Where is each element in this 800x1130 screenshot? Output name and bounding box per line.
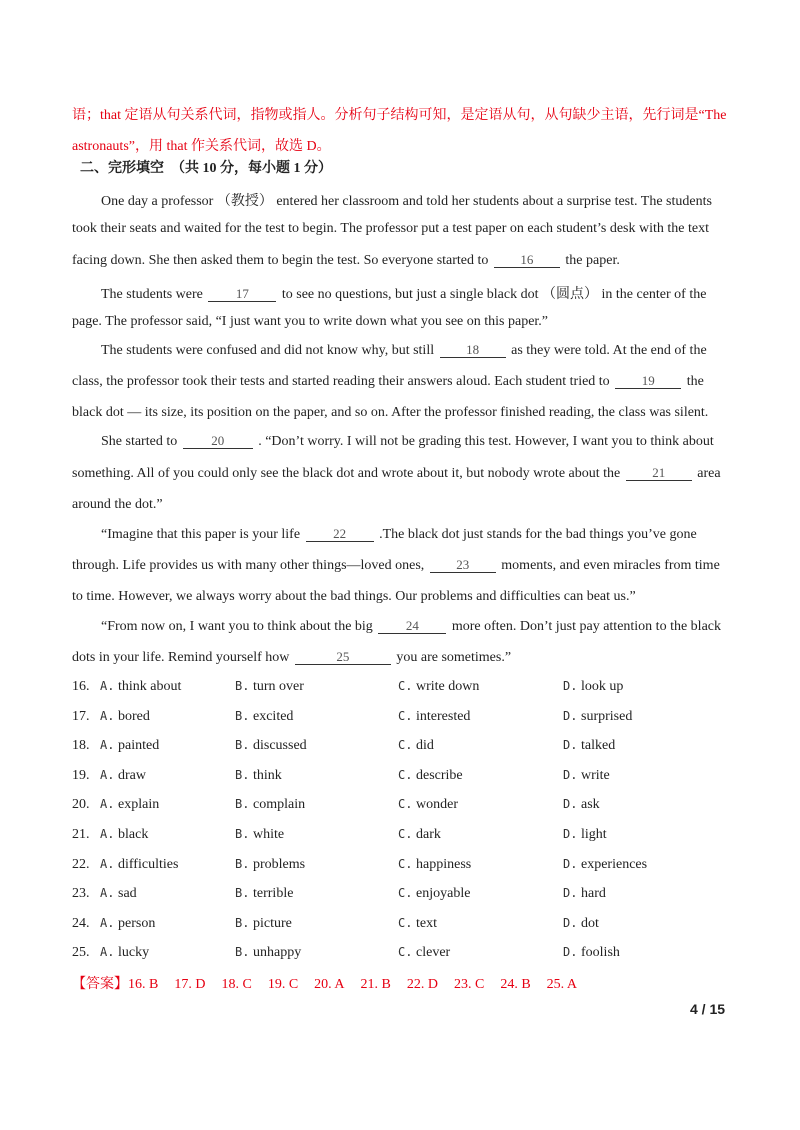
answer-item: 18. C bbox=[221, 977, 252, 992]
option-b bbox=[235, 709, 293, 725]
option-text: lucky bbox=[118, 945, 150, 961]
option-letter: C. bbox=[398, 856, 413, 871]
blank-18: 18 bbox=[440, 343, 506, 358]
answer-item: 16. B bbox=[128, 977, 159, 992]
option-c bbox=[398, 916, 437, 932]
option-text: light bbox=[581, 827, 607, 842]
option-letter: D. bbox=[563, 679, 578, 693]
option-text: clever bbox=[416, 945, 451, 961]
option-letter: C. bbox=[398, 797, 413, 812]
option-text: interested bbox=[416, 708, 471, 724]
option-text: black bbox=[118, 827, 149, 842]
answer-item: 17. D bbox=[174, 977, 206, 992]
question-number: 25. bbox=[72, 945, 90, 961]
answer-item: 25. A bbox=[546, 977, 577, 992]
passage-text: the bbox=[686, 374, 704, 389]
option-letter: D. bbox=[563, 767, 578, 782]
option-b bbox=[235, 827, 284, 843]
option-text: complain bbox=[253, 797, 306, 813]
blank-21: 21 bbox=[626, 466, 692, 481]
question-number: 16. bbox=[72, 679, 90, 694]
option-text: foolish bbox=[581, 945, 620, 961]
answer-label: 【答案】 bbox=[72, 977, 128, 992]
option-letter: A. bbox=[100, 767, 115, 782]
option-text: enjoyable bbox=[416, 886, 471, 902]
passage-line bbox=[72, 253, 620, 269]
answer-explanation bbox=[72, 100, 732, 162]
option-letter: A. bbox=[100, 856, 115, 871]
option-text: white bbox=[253, 827, 285, 842]
passage-text: area bbox=[697, 466, 721, 481]
option-d bbox=[563, 709, 632, 725]
passage-text: to see no questions, but just a single black dot （圆点） in the center of the bbox=[281, 287, 707, 302]
question-number: 24. bbox=[72, 915, 90, 931]
passage-line bbox=[101, 527, 697, 543]
option-letter: C. bbox=[398, 738, 413, 753]
option-letter: A. bbox=[100, 945, 115, 960]
blank-19: 19 bbox=[615, 374, 681, 389]
option-letter: B. bbox=[235, 738, 250, 753]
option-a bbox=[100, 827, 148, 843]
option-letter: B. bbox=[235, 856, 250, 871]
option-letter: B. bbox=[235, 945, 250, 960]
option-a bbox=[100, 679, 181, 695]
question-number: 18. bbox=[72, 738, 90, 754]
passage-text: . “Don’t worry. I will not be grading this test. However, I want you to think about bbox=[258, 434, 714, 449]
option-b bbox=[235, 916, 292, 932]
option-letter: C. bbox=[398, 945, 413, 960]
option-a bbox=[100, 886, 137, 902]
option-d bbox=[563, 797, 600, 813]
option-letter: B. bbox=[235, 767, 250, 782]
question-number: 17. bbox=[72, 708, 90, 724]
option-c bbox=[398, 768, 463, 784]
option-text: excited bbox=[253, 708, 294, 724]
passage-text: something. All of you could only see the black dot and wrote about it, but nobody wrote about the bbox=[72, 466, 621, 481]
passage-text: The students were confused and did not know why, but still bbox=[101, 343, 435, 358]
passage-text: facing down. She then asked them to begin the test. So everyone started to bbox=[72, 253, 489, 268]
option-d bbox=[563, 679, 623, 695]
question-number: 23. bbox=[72, 886, 90, 902]
option-d bbox=[563, 886, 606, 902]
answer-item: 21. B bbox=[360, 977, 391, 992]
blank-25: 25 bbox=[295, 650, 391, 665]
option-a bbox=[100, 916, 155, 932]
passage-text: She started to bbox=[101, 434, 178, 449]
option-b bbox=[235, 886, 293, 902]
blank-16: 16 bbox=[494, 253, 560, 268]
answer-item: 24. B bbox=[500, 977, 531, 992]
passage-line bbox=[72, 650, 511, 666]
passage-line: page. The professor said, “I just want you to write down what you see on this paper.” bbox=[72, 314, 549, 329]
option-letter: D. bbox=[563, 945, 578, 960]
answer-item: 20. A bbox=[314, 977, 345, 992]
page-number: 4 / 15 bbox=[690, 1001, 726, 1017]
question-number: 22. bbox=[72, 856, 90, 872]
option-b bbox=[235, 797, 305, 813]
option-letter: A. bbox=[100, 797, 115, 812]
passage-text: “From now on, I want you to think about the big bbox=[101, 619, 373, 634]
option-a bbox=[100, 797, 159, 813]
option-text: ask bbox=[581, 797, 600, 813]
option-d bbox=[563, 768, 610, 784]
answer-items bbox=[128, 977, 593, 992]
passage-text: moments, and even miracles from time bbox=[501, 558, 720, 573]
explanation-line-1: 语；that 定语从句关系代词，指物或指人。分析句子结构可知，是定语从句，从句缺少主语，先行词是“The bbox=[72, 108, 727, 123]
option-a bbox=[100, 738, 159, 754]
passage-text: through. Life provides us with many other things—loved ones, bbox=[72, 558, 425, 573]
option-a bbox=[100, 768, 146, 784]
option-text: think about bbox=[118, 679, 182, 694]
option-letter: D. bbox=[563, 827, 578, 841]
blank-17: 17 bbox=[208, 287, 276, 302]
passage-line bbox=[72, 558, 720, 574]
option-c bbox=[398, 827, 441, 843]
answer-item: 23. C bbox=[453, 977, 485, 992]
option-c bbox=[398, 857, 471, 873]
passage-line bbox=[72, 374, 704, 390]
option-b bbox=[235, 768, 282, 784]
option-text: dot bbox=[581, 915, 599, 931]
option-letter: C. bbox=[398, 827, 413, 841]
option-text: person bbox=[118, 915, 156, 931]
option-letter: D. bbox=[563, 886, 578, 901]
option-text: write bbox=[581, 767, 610, 783]
option-text: look up bbox=[581, 679, 624, 694]
option-letter: C. bbox=[398, 708, 413, 723]
option-d bbox=[563, 857, 647, 873]
option-text: discussed bbox=[253, 738, 307, 754]
option-letter: A. bbox=[100, 708, 115, 723]
passage-text: .The black dot just stands for the bad things you’ve gone bbox=[379, 527, 697, 542]
passage-line bbox=[101, 283, 706, 303]
passage-text: class, the professor took their tests and started reading their answers aloud. Each student tried to bbox=[72, 374, 610, 389]
option-letter: D. bbox=[563, 708, 578, 723]
option-letter: B. bbox=[235, 915, 250, 930]
option-text: surprised bbox=[581, 708, 633, 724]
option-text: talked bbox=[581, 738, 616, 754]
option-text: picture bbox=[253, 915, 292, 931]
option-text: dark bbox=[416, 827, 441, 842]
blank-22: 22 bbox=[306, 527, 374, 542]
answer-item: 22. D bbox=[406, 977, 438, 992]
passage-line: to time. However, we always worry about the bad things. Our problems and difficulties can beat us.” bbox=[72, 589, 636, 604]
question-number: 21. bbox=[72, 827, 90, 842]
option-text: describe bbox=[416, 767, 463, 783]
section-title: 二、完形填空 （共 10 分，每小题 1 分） bbox=[80, 161, 332, 176]
passage-line: around the dot.” bbox=[72, 497, 163, 512]
passage-text: more often. Don’t just pay attention to the black bbox=[451, 619, 721, 634]
option-text: unhappy bbox=[253, 945, 302, 961]
option-text: explain bbox=[118, 797, 160, 813]
passage-text: The students were bbox=[101, 287, 203, 302]
option-text: experiences bbox=[581, 856, 648, 872]
option-text: problems bbox=[253, 856, 306, 872]
option-a bbox=[100, 945, 149, 961]
blank-23: 23 bbox=[430, 558, 496, 573]
option-c bbox=[398, 709, 470, 725]
option-text: difficulties bbox=[118, 856, 179, 872]
blank-20: 20 bbox=[183, 434, 253, 449]
option-letter: C. bbox=[398, 679, 413, 693]
option-letter: B. bbox=[235, 886, 250, 901]
option-letter: D. bbox=[563, 856, 578, 871]
option-b bbox=[235, 857, 305, 873]
option-letter: C. bbox=[398, 886, 413, 901]
option-letter: A. bbox=[100, 886, 115, 901]
option-letter: A. bbox=[100, 679, 115, 693]
passage-line bbox=[101, 619, 721, 635]
option-letter: D. bbox=[563, 797, 578, 812]
option-c bbox=[398, 797, 458, 813]
option-letter: C. bbox=[398, 767, 413, 782]
answer-key bbox=[72, 973, 593, 993]
option-text: hard bbox=[581, 886, 606, 902]
option-letter: A. bbox=[100, 827, 115, 841]
option-text: bored bbox=[118, 708, 150, 724]
passage-text: “Imagine that this paper is your life bbox=[101, 527, 301, 542]
option-text: terrible bbox=[253, 886, 294, 902]
option-b bbox=[235, 945, 301, 961]
option-b bbox=[235, 738, 307, 754]
passage-line: took their seats and waited for the test to begin. The professor put a test paper on each student’s desk with the text bbox=[72, 221, 709, 236]
option-letter: D. bbox=[563, 915, 578, 930]
option-letter: D. bbox=[563, 738, 578, 753]
option-letter: B. bbox=[235, 797, 250, 812]
option-letter: B. bbox=[235, 679, 250, 693]
option-text: turn over bbox=[253, 679, 304, 694]
option-c bbox=[398, 945, 450, 961]
question-number: 20. bbox=[72, 797, 90, 813]
option-text: did bbox=[416, 738, 434, 754]
blank-24: 24 bbox=[378, 619, 446, 634]
option-c bbox=[398, 886, 470, 902]
option-text: think bbox=[253, 767, 282, 783]
question-number: 19. bbox=[72, 767, 90, 783]
answer-item: 19. C bbox=[267, 977, 299, 992]
option-text: write down bbox=[416, 679, 480, 694]
option-letter: B. bbox=[235, 708, 250, 723]
option-letter: A. bbox=[100, 915, 115, 930]
passage-line bbox=[72, 466, 721, 482]
passage-text: as they were told. At the end of the bbox=[511, 343, 707, 358]
option-c bbox=[398, 738, 434, 754]
option-text: painted bbox=[118, 738, 160, 754]
option-letter: C. bbox=[398, 915, 413, 930]
option-a bbox=[100, 857, 178, 873]
passage-text: you are sometimes.” bbox=[396, 650, 512, 665]
passage-line: One day a professor （教授） entered her classroom and told her students about a surprise test. The students bbox=[101, 194, 712, 209]
passage-text: the paper. bbox=[565, 253, 620, 268]
option-d bbox=[563, 916, 599, 932]
option-d bbox=[563, 945, 620, 961]
option-text: draw bbox=[118, 767, 146, 783]
passage-line: black dot — its size, its position on the paper, and so on. After the professor finished reading, the class was silent. bbox=[72, 405, 709, 420]
passage-text: dots in your life. Remind yourself how bbox=[72, 650, 290, 665]
option-letter: A. bbox=[100, 738, 115, 753]
option-b bbox=[235, 679, 304, 695]
option-letter: B. bbox=[235, 827, 250, 841]
option-text: text bbox=[416, 915, 437, 931]
option-text: sad bbox=[118, 886, 137, 902]
option-text: wonder bbox=[416, 797, 458, 813]
option-c bbox=[398, 679, 479, 695]
explanation-line-2: astronauts”，用 that 作关系代词，故选 D。 bbox=[72, 139, 331, 154]
passage-line bbox=[101, 343, 707, 359]
passage-line bbox=[101, 434, 714, 450]
option-d bbox=[563, 738, 615, 754]
option-d bbox=[563, 827, 607, 843]
option-text: happiness bbox=[416, 856, 472, 872]
option-a bbox=[100, 709, 150, 725]
